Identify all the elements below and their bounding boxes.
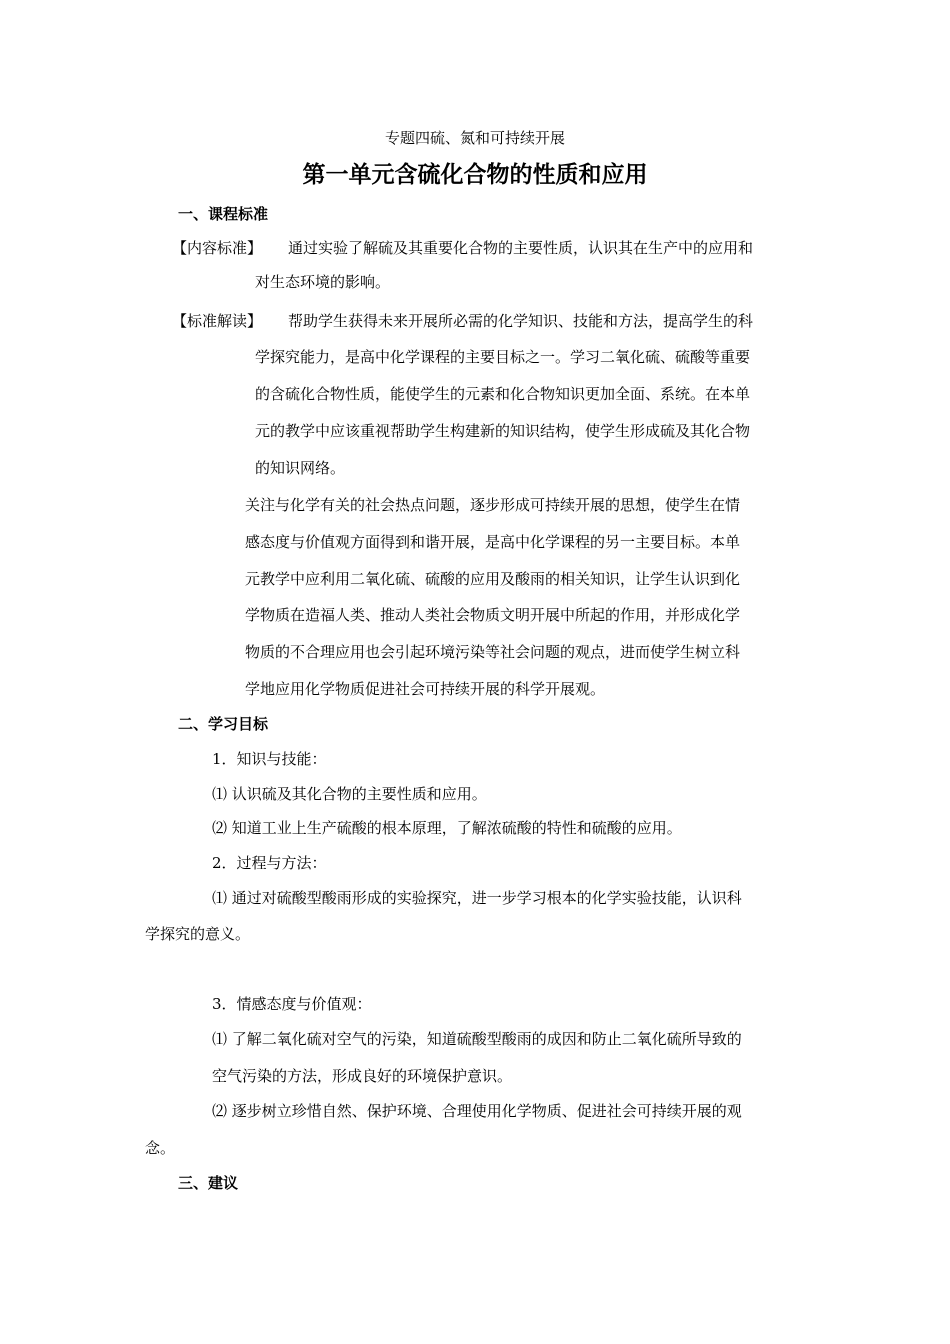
content-standard-line-1: 通过实验了解硫及其重要化合物的主要性质，认识其在生产中的应用和: [288, 239, 754, 257]
objective-2-title: 2．过程与方法：: [212, 854, 327, 872]
interpretation-line-5: 的知识网络。: [255, 459, 346, 477]
document-subtitle: 专题四硫、氮和可持续开展: [384, 129, 565, 147]
objective-3-title: 3．情感态度与价值观：: [212, 995, 372, 1013]
interpretation-para2-line-6: 学地应用化学物质促进社会可持续开展的科学开展观。: [245, 680, 606, 698]
objective-1-item-2: ⑵ 知道工业上生产硫酸的根本原理，了解浓硫酸的特性和硫酸的应用。: [212, 819, 682, 837]
section-heading-suggestions: 三、建议: [178, 1174, 239, 1192]
objective-1-title: 1．知识与技能：: [212, 750, 327, 768]
interpretation-para2-line-4: 学物质在造福人类、推动人类社会物质文明开展中所起的作用，并形成化学: [245, 606, 741, 624]
interpretation-para2-line-3: 元教学中应利用二氧化硫、硫酸的应用及酸雨的相关知识，让学生认识到化: [245, 570, 741, 588]
document-title: 第一单元含硫化合物的性质和应用: [302, 162, 648, 188]
content-standard-line-2: 对生态环境的影响。: [255, 273, 391, 291]
section-heading-objectives: 二、学习目标: [178, 715, 269, 733]
interpretation-para2-line-5: 物质的不合理应用也会引起环境污染等社会问题的观点，进而使学生树立科: [245, 643, 741, 661]
interpretation-line-1: 帮助学生获得未来开展所必需的化学知识、技能和方法，提高学生的科: [288, 312, 754, 330]
content-standard-tag: 【内容标准】: [172, 239, 263, 257]
interpretation-line-2: 学探究能力，是高中化学课程的主要目标之一。学习二氧化硫、硫酸等重要: [255, 348, 751, 366]
interpretation-para2-line-2: 感态度与价值观方面得到和谐开展，是高中化学课程的另一主要目标。本单: [245, 533, 741, 551]
standard-interpretation-tag: 【标准解读】: [172, 312, 263, 330]
interpretation-line-4: 元的教学中应该重视帮助学生构建新的知识结构，使学生形成硫及其化合物: [255, 422, 751, 440]
objective-2-item-1-b: 学探究的意义。: [145, 925, 251, 943]
objective-3-item-2-a: ⑵ 逐步树立珍惜自然、保护环境、合理使用化学物质、促进社会可持续开展的观: [212, 1102, 742, 1120]
section-heading-curriculum: 一、课程标准: [178, 205, 269, 223]
interpretation-para2-line-1: 关注与化学有关的社会热点问题，逐步形成可持续开展的思想，使学生在情: [245, 496, 741, 514]
objective-3-item-1-a: ⑴ 了解二氧化硫对空气的污染，知道硫酸型酸雨的成因和防止二氧化硫所导致的: [212, 1030, 742, 1048]
objective-2-item-1-a: ⑴ 通过对硫酸型酸雨形成的实验探究，进一步学习根本的化学实验技能，认识科: [212, 889, 742, 907]
interpretation-line-3: 的含硫化合物性质，能使学生的元素和化合物知识更加全面、系统。在本单: [255, 385, 751, 403]
objective-3-item-1-b: 空气污染的方法，形成良好的环境保护意识。: [212, 1067, 513, 1085]
objective-1-item-1: ⑴ 认识硫及其化合物的主要性质和应用。: [212, 785, 487, 803]
objective-3-item-2-b: 念。: [145, 1139, 176, 1157]
